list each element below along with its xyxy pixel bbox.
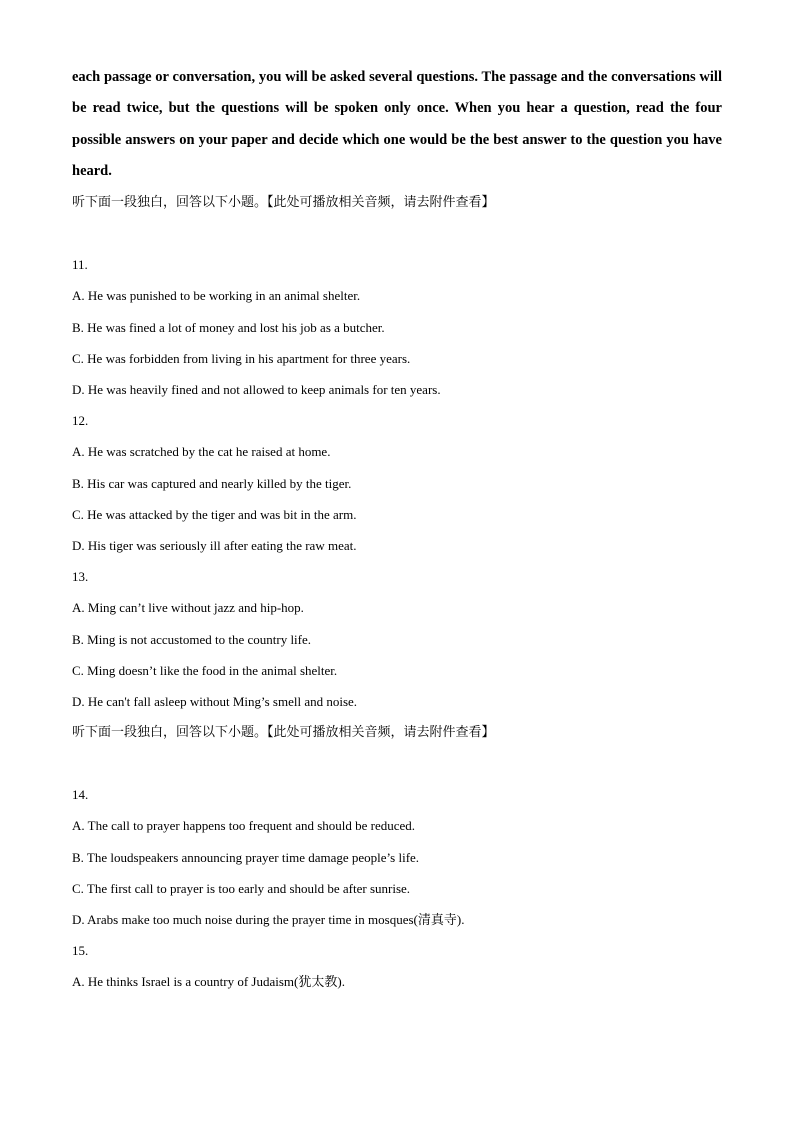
question-13 bbox=[72, 561, 722, 717]
document-page bbox=[72, 62, 722, 998]
option-a: A. He thinks Israel is a country of Judaism(犹太教). bbox=[72, 974, 345, 990]
question-number: 13. bbox=[72, 569, 89, 585]
option-b: B. He was fined a lot of money and lost his job as a butcher. bbox=[72, 319, 385, 335]
option-c: C. Ming doesn’t like the food in the animal shelter. bbox=[72, 662, 338, 678]
option-d: D. His tiger was seriously ill after eating the raw meat. bbox=[72, 538, 357, 554]
option-a: A. Ming can’t live without jazz and hip-hop. bbox=[72, 600, 304, 616]
section-instruction-1: 听下面一段独白，回答以下小题。【此处可播放相关音频，请去附件查看】 bbox=[72, 195, 495, 211]
option-c: C. The first call to prayer is too early and should be after sunrise. bbox=[72, 880, 411, 896]
directions-paragraph: each passage or conversation, you will be asked several questions. The passage and the conversations will be read twice, but the questions will be spoken only once. When you hear a question, read the four possible answers on your paper and decide which one would be the best answer to the question you have heard. bbox=[72, 69, 722, 179]
option-d: D. Arabs make too much noise during the prayer time in mosques(清真寺). bbox=[72, 912, 465, 928]
section-instruction-2: 听下面一段独白，回答以下小题。【此处可播放相关音频，请去附件查看】 bbox=[72, 725, 495, 741]
question-number: 15. bbox=[72, 943, 89, 959]
question-11 bbox=[72, 249, 722, 405]
option-d: D. He was heavily fined and not allowed to keep animals for ten years. bbox=[72, 382, 441, 397]
option-c: C. He was attacked by the tiger and was bit in the arm. bbox=[72, 506, 357, 522]
option-b: B. His car was captured and nearly killed by the tiger. bbox=[72, 475, 352, 491]
question-number: 11. bbox=[72, 257, 88, 273]
option-a: A. The call to prayer happens too frequent and should be reduced. bbox=[72, 818, 416, 834]
question-number: 12. bbox=[72, 413, 89, 429]
question-15 bbox=[72, 935, 722, 997]
option-c: C. He was forbidden from living in his apartment for three years. bbox=[72, 350, 411, 366]
spacer bbox=[72, 218, 722, 249]
question-number: 14. bbox=[72, 787, 89, 803]
option-b: B. Ming is not accustomed to the country life. bbox=[72, 631, 312, 647]
option-a: A. He was punished to be working in an animal shelter. bbox=[72, 288, 361, 304]
option-a: A. He was scratched by the cat he raised at home. bbox=[72, 444, 331, 460]
spacer bbox=[72, 748, 722, 779]
option-b: B. The loudspeakers announcing prayer time damage people’s life. bbox=[72, 849, 420, 865]
question-14 bbox=[72, 779, 722, 935]
question-12 bbox=[72, 405, 722, 561]
option-d: D. He can't fall asleep without Ming’s smell and noise. bbox=[72, 694, 358, 710]
